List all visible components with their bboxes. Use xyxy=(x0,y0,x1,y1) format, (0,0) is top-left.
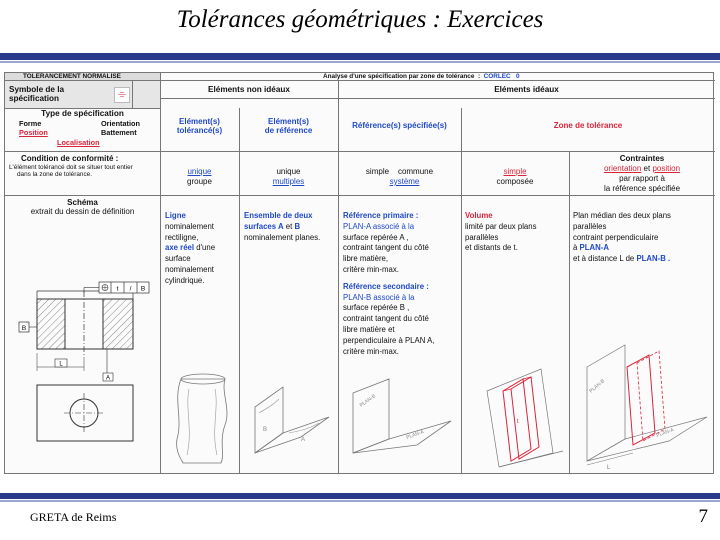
sheet-header-right-prefix: Analyse d'une spécification par zone de tolérance xyxy=(323,73,475,80)
toleranced-cardinality: unique groupe xyxy=(187,167,212,186)
reference-sketch xyxy=(249,373,333,467)
slide-title: Tolérances géométriques : Exercices xyxy=(176,6,544,33)
type-orientation: Orientation xyxy=(101,119,140,128)
type-spec-title: Type de spécification xyxy=(41,109,124,118)
sheet-header-ref-label: CORLEC xyxy=(483,73,511,80)
zone-sketch-t: t xyxy=(517,419,519,425)
top-rule xyxy=(0,53,720,60)
specified-ref-description: Référence primaire : PLAN-A associé à la surface repérée A , contraint tangent du côté libre matière, critère min-max. Référence secondaire : PLAN-B associé à la surface repérée B , contraint tangent du côté libre matière et perpendiculaire à PLAN A, critère min-max. xyxy=(343,211,435,356)
zone-sketch xyxy=(483,363,567,471)
zone-constraints: Contraintes orientation et position par rapport à la référence spécifiée xyxy=(603,154,681,193)
type-forme: Forme xyxy=(19,119,42,128)
constraint-sketch xyxy=(579,341,711,471)
specified-ref-sketch xyxy=(347,373,457,469)
bottom-rule-thin xyxy=(0,500,720,502)
ref-sketch-a: A xyxy=(301,437,306,443)
position-symbol-icon: ⌯ xyxy=(114,87,130,103)
constraint-plan-b: PLAN-B xyxy=(588,378,607,395)
constraint-l: L xyxy=(607,465,611,471)
zone-kind: simple composée xyxy=(496,167,534,186)
type-localisation: Localisation xyxy=(57,138,100,147)
schema-drawing xyxy=(11,273,159,473)
top-rule-thin xyxy=(0,61,720,63)
schema-heading: Schéma extrait du dessin de définition xyxy=(30,198,135,216)
col-specified-ref: Référence(s) spécifiée(s) xyxy=(352,121,447,130)
conformity-block: Condition de conformité : L'élément tolérancé doit se situer tout entier dans la zone de tolérance. xyxy=(9,154,133,178)
zone-description: Volume limité par deux plans parallèles et distants de t. xyxy=(465,211,537,253)
frame-datum-b: B xyxy=(140,285,146,293)
sheet-header-left: TOLERANCEMENT NORMALISE xyxy=(23,73,121,80)
datum-a-label: A xyxy=(105,375,111,382)
constraint-plan-a: PLAN-A xyxy=(655,427,675,439)
specified-ref-kind: simple commune système xyxy=(365,167,434,186)
sheet-header-ref-value: 0 xyxy=(515,73,520,80)
footer-organization: GRETA de Reims xyxy=(30,510,117,524)
toleranced-description: Ligne nominalement rectiligne, axe réel d'une surface nominalement cylindrique. xyxy=(165,211,216,285)
col-tolerance-zone: Zone de tolérance xyxy=(553,121,623,130)
type-position: Position xyxy=(19,128,48,137)
bottom-rule xyxy=(0,493,720,499)
toleranced-sketch xyxy=(169,369,235,469)
specification-sheet xyxy=(4,72,714,474)
constraint-description: Plan médian des deux plans parallèles contraint perpendiculaire à PLAN-A et à distance L de PLAN-B . xyxy=(573,211,671,264)
col-toleranced: Elément(s) tolérancé(s) xyxy=(176,117,223,135)
frame-tolerance-t: t xyxy=(116,285,119,293)
type-battement: Battement xyxy=(101,128,137,137)
page-number: 7 xyxy=(698,506,708,527)
non-ideal-header: Eléments non idéaux xyxy=(208,85,290,94)
datum-b-label: B xyxy=(21,325,27,332)
frame-symbol: / xyxy=(129,285,132,293)
dim-l-label: L xyxy=(59,361,63,368)
symbol-label: Symbole de la spécification xyxy=(9,85,65,104)
plan-b-label: PLAN-B xyxy=(358,393,377,409)
reference-cardinality: unique multiples xyxy=(272,167,305,186)
plan-a-label: PLAN-A xyxy=(405,429,425,441)
ref-sketch-b: B xyxy=(263,427,268,433)
ideal-header: Eléments idéaux xyxy=(494,85,559,94)
sheet-header-right: Analyse d'une spécification par zone de tolérance : CORLEC 0 xyxy=(323,73,520,80)
reference-description: Ensemble de deux surfaces A et B nominalement planes. xyxy=(244,211,321,242)
col-reference: Elément(s) de référence xyxy=(264,117,313,135)
